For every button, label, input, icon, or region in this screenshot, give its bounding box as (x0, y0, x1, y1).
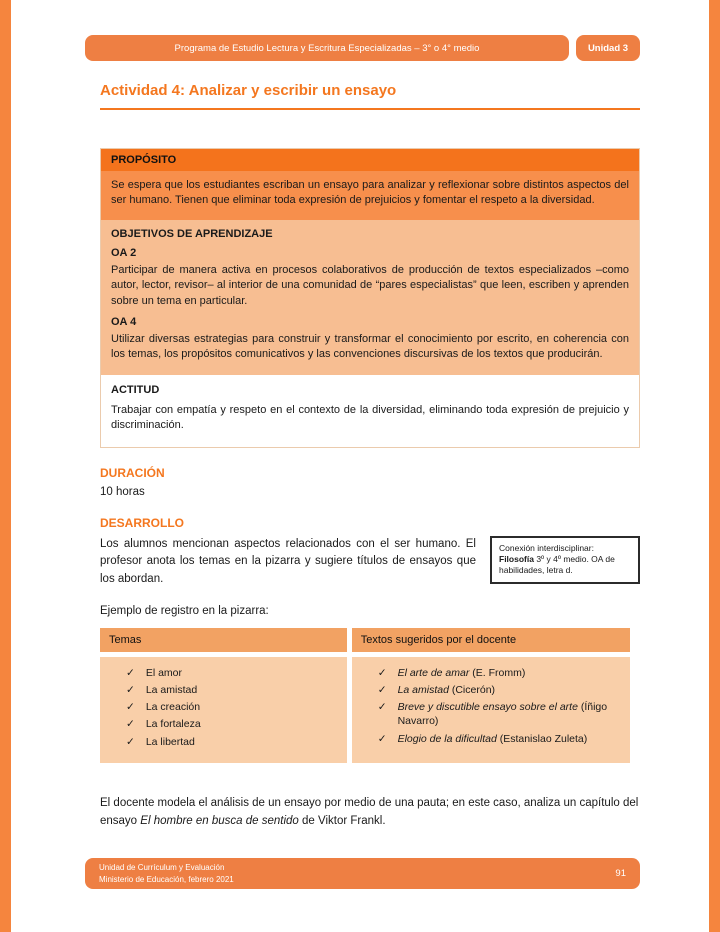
texto-title-italic: La amistad (397, 684, 449, 697)
check-icon: ✓ (126, 666, 135, 679)
desarrollo-paragraph: Los alumnos mencionan aspectos relacionados con el ser humano. El profesor anota los temas en la pizarra y sugiere títulos de ensayos que los abordan. (100, 537, 476, 586)
main-content (100, 82, 640, 831)
right-frame-bar (709, 0, 720, 932)
texto-title-italic: El arte de amar (397, 666, 470, 679)
tema-item (126, 735, 337, 749)
closing-part1: El docente modela el análisis de un ensayo por medio de una pauta; en este caso, analiza un capítulo del ensayo (100, 796, 639, 828)
pizarra-table (95, 623, 635, 768)
tema-item (126, 717, 337, 731)
table-header-row (100, 628, 630, 652)
texto-item (378, 683, 620, 697)
footer-credits (99, 862, 234, 886)
oa2-text: Participar de manera activa en procesos colaborativos de producción de textos especializados –como autor, lector, revisor– al interior de una comunidad de “pares especialistas” que leen, escriben y aprenden sobre un tema en particular. (111, 263, 629, 307)
tema-label: La amistad (145, 684, 198, 697)
actitud-section (101, 375, 639, 447)
texto-label (398, 683, 495, 697)
tema-label: La libertad (145, 735, 195, 748)
check-icon: ✓ (377, 666, 387, 679)
proposito-body: Se espera que los estudiantes escriban un ensayo para analizar y reflexionar sobre distintos aspectos del ser humano. Tienen que eliminar toda expresión de prejuicios y fomentar el respeto a la diversidad. (101, 171, 639, 220)
texto-author: (Estanislao Zuleta) (496, 732, 588, 745)
temas-cell (100, 657, 347, 763)
check-icon: ✓ (126, 735, 135, 748)
texto-item (378, 700, 620, 728)
page-number: 91 (615, 868, 626, 879)
closing-essay-title: El hombre en busca de sentido (140, 815, 299, 828)
check-icon: ✓ (126, 701, 135, 714)
texto-item (378, 732, 620, 746)
check-icon: ✓ (126, 684, 135, 697)
proposito-heading: PROPÓSITO (101, 149, 639, 171)
footer-line1: Unidad de Currículum y Evaluación (99, 862, 225, 872)
duracion-heading: DURACIÓN (100, 465, 165, 480)
unit-badge: Unidad 3 (576, 35, 640, 61)
oa4-code: OA 4 (111, 315, 137, 328)
tema-label: La creación (145, 701, 201, 714)
textos-cell (352, 657, 630, 763)
texto-author: (Íñigo Navarro) (397, 701, 608, 728)
activity-title: Actividad 4: Analizar y escribir un ensayo (100, 82, 397, 99)
interdisciplinary-connection-box (490, 536, 640, 584)
desarrollo-row (100, 536, 640, 589)
oa2-code: OA 2 (111, 246, 137, 259)
activity-info-box (100, 148, 640, 448)
left-frame-bar (0, 0, 11, 932)
title-divider (100, 108, 640, 110)
texto-author: (E. Fromm) (469, 666, 526, 679)
table-header-temas: Temas (100, 628, 347, 652)
connection-line1: Conexión interdisciplinar: (499, 542, 594, 553)
tema-item (126, 683, 337, 697)
actitud-text: Trabajar con empatía y respeto en el contexto de la diversidad, eliminando toda expresión de prejuicio y discriminación. (111, 403, 629, 432)
check-icon: ✓ (377, 732, 387, 745)
page-header (85, 35, 640, 61)
objetivos-heading: OBJETIVOS DE APRENDIZAJE (111, 227, 273, 240)
texto-author: (Cicerón) (448, 684, 496, 697)
connection-subject: Filosofía (499, 553, 534, 564)
actitud-heading: ACTITUD (111, 383, 160, 396)
oa4-text: Utilizar diversas estrategias para construir y transformar el conocimiento por escrito, en coherencia con los temas, los propósitos comunicativos y las convenciones discursivas de los textos que producirán. (111, 332, 629, 361)
footer-line2: Ministerio de Educación, febrero 2021 (99, 874, 234, 884)
texto-title-italic: Elogio de la dificultad (397, 732, 497, 745)
program-title-banner: Programa de Estudio Lectura y Escritura Especializadas – 3° o 4° medio (85, 35, 569, 61)
check-icon: ✓ (126, 718, 135, 731)
closing-paragraph (100, 794, 640, 831)
texto-label (398, 732, 588, 746)
closing-part2: de Viktor Frankl. (298, 815, 386, 828)
desarrollo-heading: DESARROLLO (100, 515, 184, 530)
duracion-value: 10 horas (100, 485, 145, 498)
tema-item (126, 700, 337, 714)
texto-title-italic: Breve y discutible ensayo sobre el arte (397, 701, 578, 714)
check-icon: ✓ (377, 684, 387, 697)
check-icon: ✓ (377, 701, 387, 714)
tema-item (126, 666, 337, 680)
tema-label: El amor (145, 666, 182, 679)
texto-label (398, 666, 526, 680)
example-label: Ejemplo de registro en la pizarra: (100, 604, 269, 617)
page-footer (85, 858, 640, 889)
connection-detail: 3º y 4º medio. OA de habilidades, letra d. (499, 553, 615, 576)
texto-item (378, 666, 620, 680)
table-body-row (100, 657, 630, 763)
texto-label (398, 700, 620, 728)
tema-label: La fortaleza (145, 718, 201, 731)
objetivos-section (101, 220, 639, 375)
table-header-textos: Textos sugeridos por el docente (352, 628, 630, 652)
